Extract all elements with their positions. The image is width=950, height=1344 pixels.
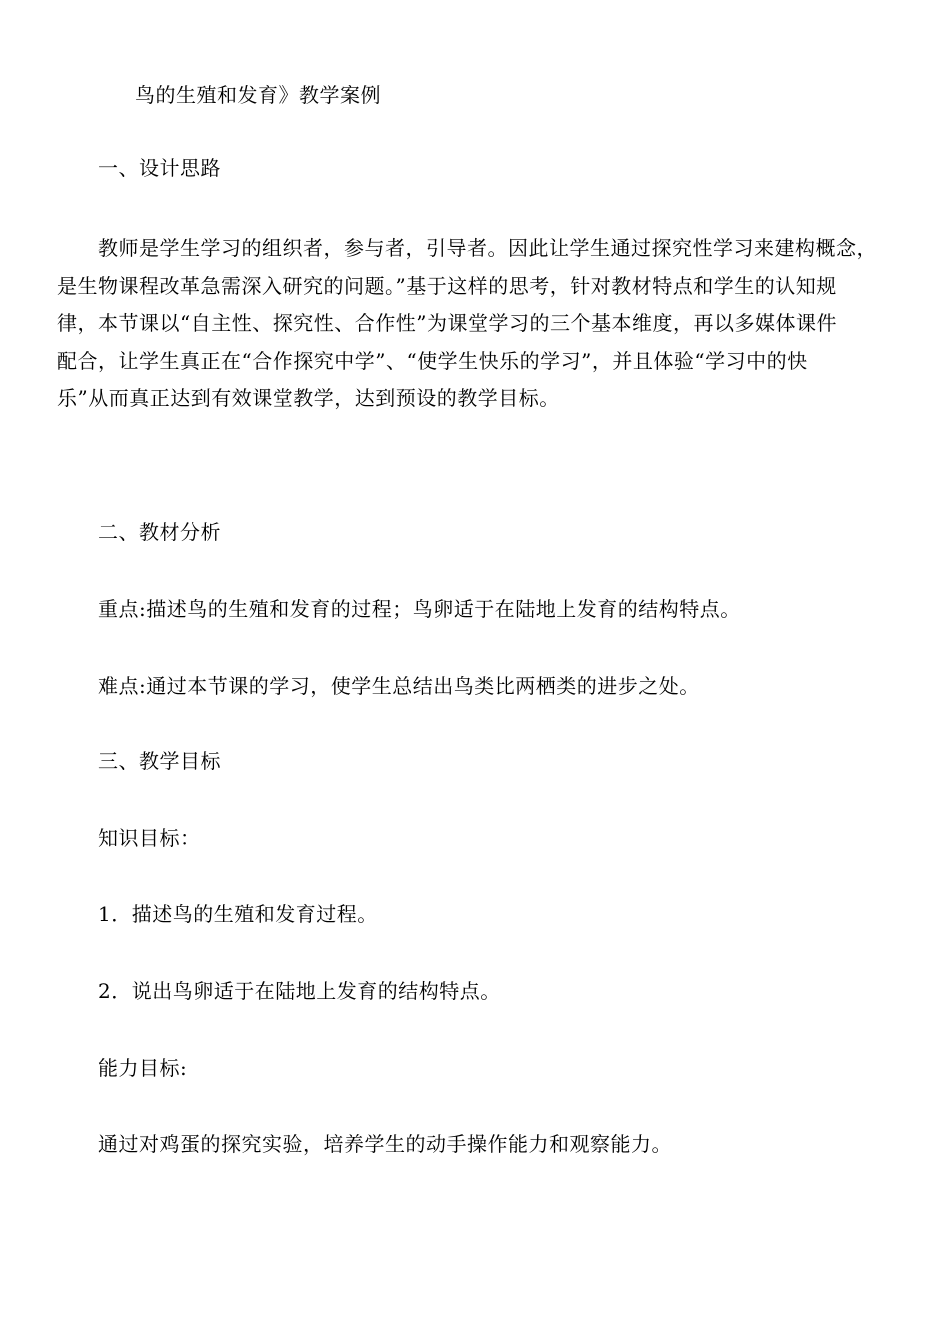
knowledge-item: 1．描述鸟的生殖和发育过程。 [98,902,378,926]
knowledge-goals-label: 知识目标： [98,826,201,850]
paragraph-line: 配合，让学生真正在“合作探究中学”、“使学生快乐的学习”，并且体验“学习中的快 [57,348,808,373]
ability-goal-text: 通过对鸡蛋的探究实验，培养学生的动手操作能力和观察能力。 [98,1132,672,1156]
paragraph-line: 律，本节课以“自主性、探究性、合作性”为课堂学习的三个基本维度，再以多媒体课件 [57,311,837,335]
paragraph-line: 乐”从而真正达到有效课堂教学，达到预设的教学目标。 [57,386,560,410]
paragraph-line: 教师是学生学习的组织者，参与者，引导者。因此让学生通过探究性学习来建构概念， [98,236,877,260]
knowledge-item: 2．说出鸟卵适于在陆地上发育的结构特点。 [98,979,501,1003]
design-paragraph [57,230,907,418]
key-point-text: 重点:描述鸟的生殖和发育的过程；鸟卵适于在陆地上发育的结构特点。 [98,597,741,621]
section-heading-material: 二、教材分析 [98,520,221,544]
section-heading-design: 一、设计思路 [98,156,221,180]
paragraph-line: 是生物课程改革急需深入研究的问题。”基于这样的思考，针对教材特点和学生的认知规 [57,273,837,298]
section-heading-goals: 三、教学目标 [98,749,221,773]
difficulty-text: 难点:通过本节课的学习，使学生总结出鸟类比两栖类的进步之处。 [98,674,700,698]
ability-goals-label: 能力目标: [98,1056,188,1080]
document-title: 鸟的生殖和发育》教学案例 [135,83,381,107]
